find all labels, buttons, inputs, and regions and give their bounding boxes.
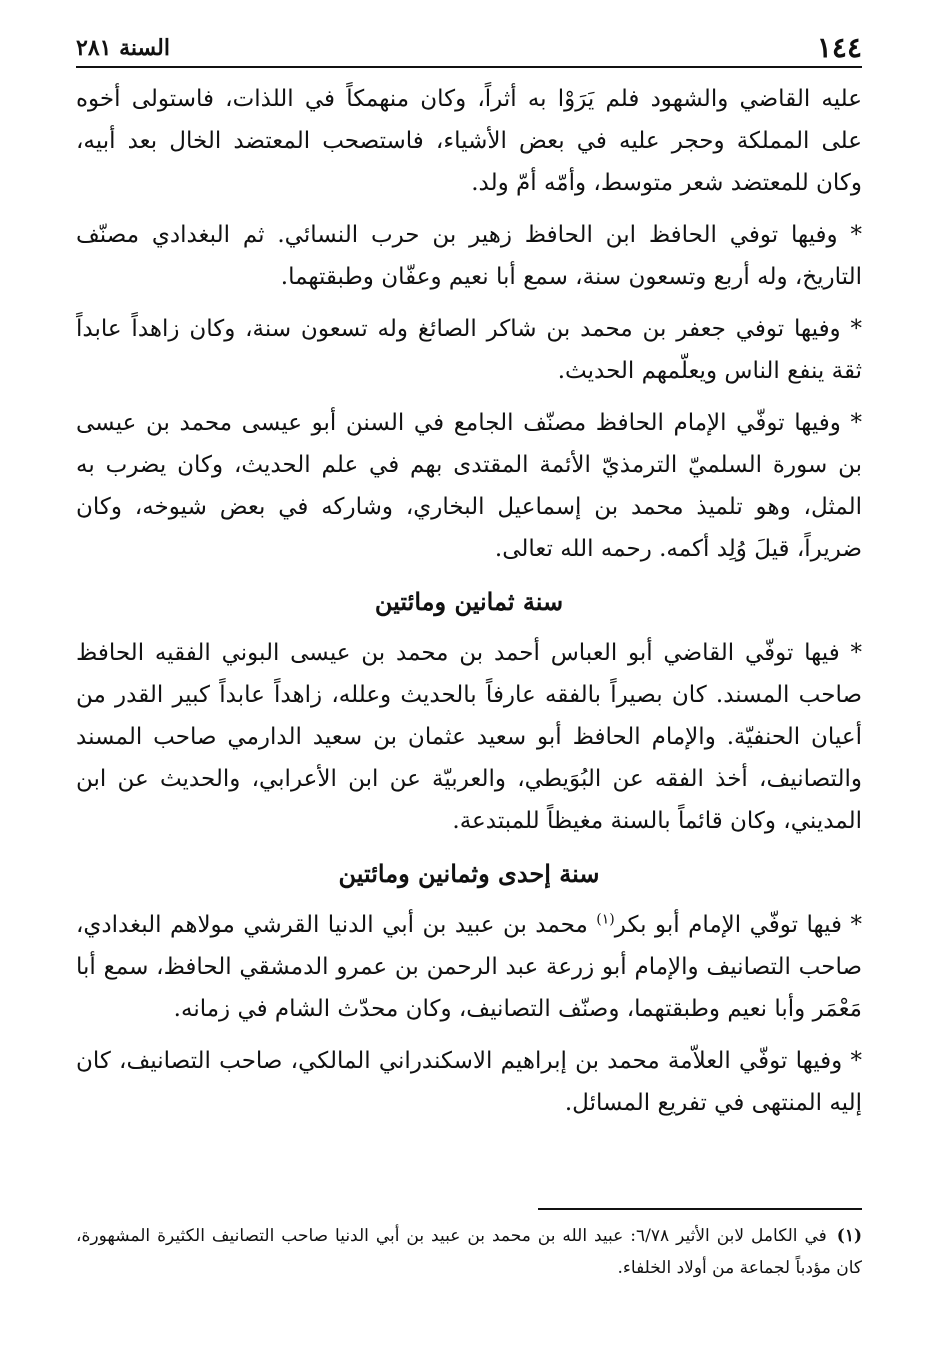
main-text xyxy=(76,78,862,1124)
paragraph-6-rest: محمد بن عبيد بن أبي الدنيا القرشي مولاهم البغدادي، صاحب التصانيف والإمام أبو زرعة عبد الرحمن بن عمرو الدمشقي الحافظ، سمع أبا مَعْمَر وأبا نعيم وطبقتهما، وصنّف التصانيف، وكان محدّث الشام في زمانه. xyxy=(76,912,862,1022)
footnote-number: (١) xyxy=(836,1226,863,1246)
section-heading-281: سنة إحدى وثمانين ومائتين xyxy=(338,859,600,888)
paragraph-6-start: * فيها توفّي الإمام أبو بكر xyxy=(614,912,862,938)
paragraph-5: * فيها توفّي القاضي أبو العباس أحمد بن محمد بن عيسى البوني الفقيه الحافظ صاحب المسند. كان بصيراً بالفقه عارفاً بالحديث وعلله، زاهداً عابداً كبير القدر من أعيان الحنفيّة. والإمام الحافظ أبو سعيد عثمان بن سعيد الدارمي صاحب المسند والتصانيف، أخذ الفقه عن البُوَيطي، والعربيّة عن ابن الأعرابي، والحديث عن ابن المديني، وكان قائماً بالسنة مغيظاً للمبتدعة. xyxy=(76,640,862,834)
book-page xyxy=(76,30,862,1340)
paragraph-6 xyxy=(76,904,862,1030)
section-heading-280: سنة ثمانين ومائتين xyxy=(374,587,564,616)
page-header xyxy=(76,30,862,68)
page-number: ١٤٤ xyxy=(816,31,862,64)
paragraph-1: عليه القاضي والشهود فلم يَرَوْا به أثراً، وكان منهمكاً في اللذات، فاستولى أخوه على المملكة وحجر عليه في بعض الأشياء، فاستصحب المعتضد الخال بعد أبيه، وكان للمعتضد شعر متوسط، وأمّه أمّ ولد. xyxy=(76,86,862,196)
footnote-divider xyxy=(538,1208,862,1210)
footnote-text: في الكامل لابن الأثير ٦/٧٨: عبيد الله بن محمد بن عبيد بن أبي الدنيا صاحب التصانيف الكثيرة المشهورة، كان مؤدباً لجماعة من أولاد الخلفاء. xyxy=(76,1226,862,1278)
paragraph-3: * وفيها توفي جعفر بن محمد بن شاكر الصائغ وله تسعون سنة، وكان زاهداً عابداً ثقة ينفع الناس ويعلّمهم الحديث. xyxy=(76,316,862,384)
footnote xyxy=(76,1220,862,1284)
paragraph-7: * وفيها توفّي العلاّمة محمد بن إبراهيم الاسكندراني المالكي، صاحب التصانيف، كان إليه المنتهى في تفريع المسائل. xyxy=(76,1048,862,1116)
paragraph-4: * وفيها توفّي الإمام الحافظ مصنّف الجامع في السنن أبو عيسى محمد بن عيسى بن سورة السلميّ الترمذيّ الأئمة المقتدى بهم في علم الحديث، وكان يضرب به المثل، وهو تلميذ محمد بن إسماعيل البخاري، وشاركه في بعض شيوخه، وكان ضريراً، قيلَ وُلِد أكمه. رحمه الله تعالى. xyxy=(76,410,862,562)
footnote-marker[interactable]: (١) xyxy=(596,911,615,928)
paragraph-2: * وفيها توفي الحافظ ابن الحافظ زهير بن حرب النسائي. ثم البغدادي مصنّف التاريخ، وله أربع وتسعون سنة، سمع أبا نعيم وعفّان وطبقتهما. xyxy=(76,222,862,290)
running-title: السنة ٢٨١ xyxy=(76,35,170,61)
